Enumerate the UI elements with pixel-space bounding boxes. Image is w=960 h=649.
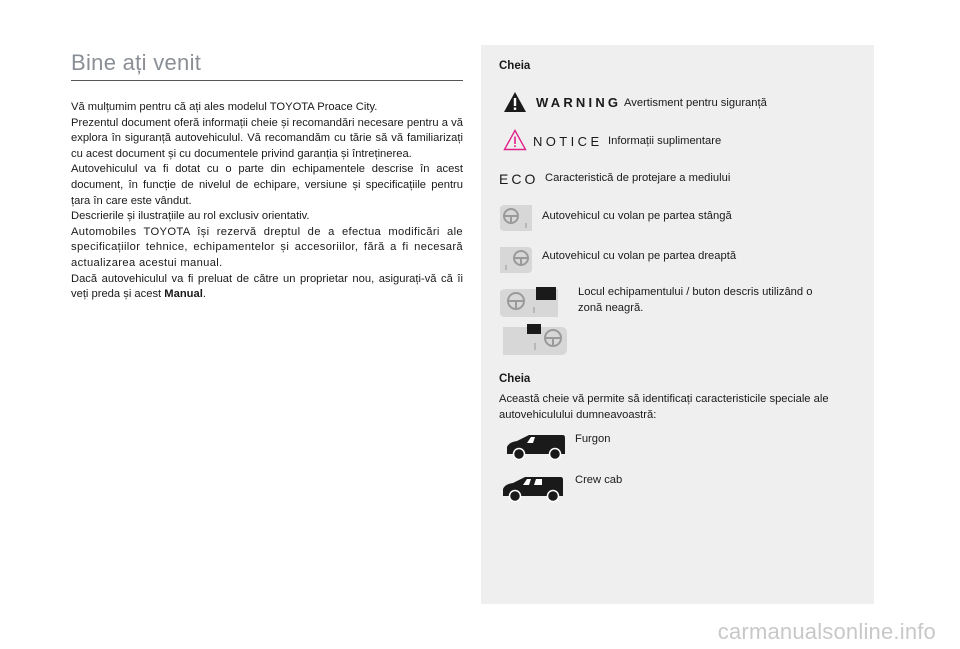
- intro-paragraph: Vă mulțumim pentru că ați ales modelul TOYOTA Proace City.: [71, 101, 378, 113]
- right-hand-drive-icon: [498, 245, 534, 275]
- intro-paragraph: Autovehiculul va fi dotat cu o parte din echipamentele descrise în acest document, în funcție de nivelul de echipare, versiune și specificațiile pentru țara în care este vândut.: [71, 163, 463, 207]
- left-hand-drive-icon: [498, 203, 534, 233]
- dashboard-zone-left-icon: [498, 285, 560, 319]
- intro-paragraph: Descrierile și ilustrațiile au rol exclusiv orientativ.: [71, 210, 310, 223]
- page-title: Bine ați venit: [71, 50, 202, 75]
- dashboard-zone-right-icon: [501, 321, 571, 357]
- key-heading-2: Cheia: [499, 373, 531, 385]
- title-divider: [71, 80, 463, 81]
- warning-triangle-icon: [503, 91, 527, 113]
- crew-cab-icon: [501, 475, 565, 503]
- intro-text: [71, 100, 463, 303]
- intro-paragraph: Prezentul document oferă informații cheie și recomandări necesare pentru a vă explora în siguranță autovehiculul. Vă recomandăm cu tărie să vă familiarizați cu acest document și cu documentele privind garanția și întreținerea.: [71, 116, 463, 160]
- notice-triangle-icon: [503, 129, 527, 151]
- key-panel: [481, 45, 874, 604]
- lhd-description: Autovehicul cu volan pe partea stângă: [542, 210, 732, 222]
- eco-word: ECO: [499, 171, 539, 187]
- van-label: Furgon: [575, 433, 611, 445]
- van-icon: [505, 433, 567, 461]
- warning-description: Avertisment pentru siguranță: [624, 97, 767, 109]
- watermark: carmanualsonline.info: [717, 619, 936, 644]
- key-heading: Cheia: [499, 60, 531, 72]
- notice-word: NOTICE: [533, 134, 603, 149]
- rhd-description: Autovehicul cu volan pe partea dreaptă: [542, 250, 737, 262]
- intro-paragraph: Automobiles TOYOTA își rezervă dreptul de a efectua modificări ale specificațiilor tehnice, echipamentelor și accesoriilor, fără a fi necesară actualizarea acestui manual.: [71, 225, 463, 269]
- crew-cab-label: Crew cab: [575, 474, 623, 486]
- notice-description: Informații suplimentare: [608, 135, 722, 147]
- key-description-2: Această cheie vă permite să identificați caracteristicile speciale ale autovehiculului dumneavoastră:: [499, 393, 829, 421]
- manual-word: Manual: [164, 288, 203, 301]
- intro-last-end: .: [202, 288, 206, 301]
- warning-word: WARNING: [536, 95, 622, 110]
- intro-last-start: Dacă autovehiculul va fi preluat de către un proprietar nou, asigurați-vă că îi veți preda și acest: [71, 272, 463, 301]
- intro-paragraph-last: [71, 272, 463, 303]
- eco-description: Caracteristică de protejare a mediului: [545, 172, 731, 184]
- zone-description: Locul echipamentului / buton descris utilizând o zonă neagră.: [578, 286, 813, 314]
